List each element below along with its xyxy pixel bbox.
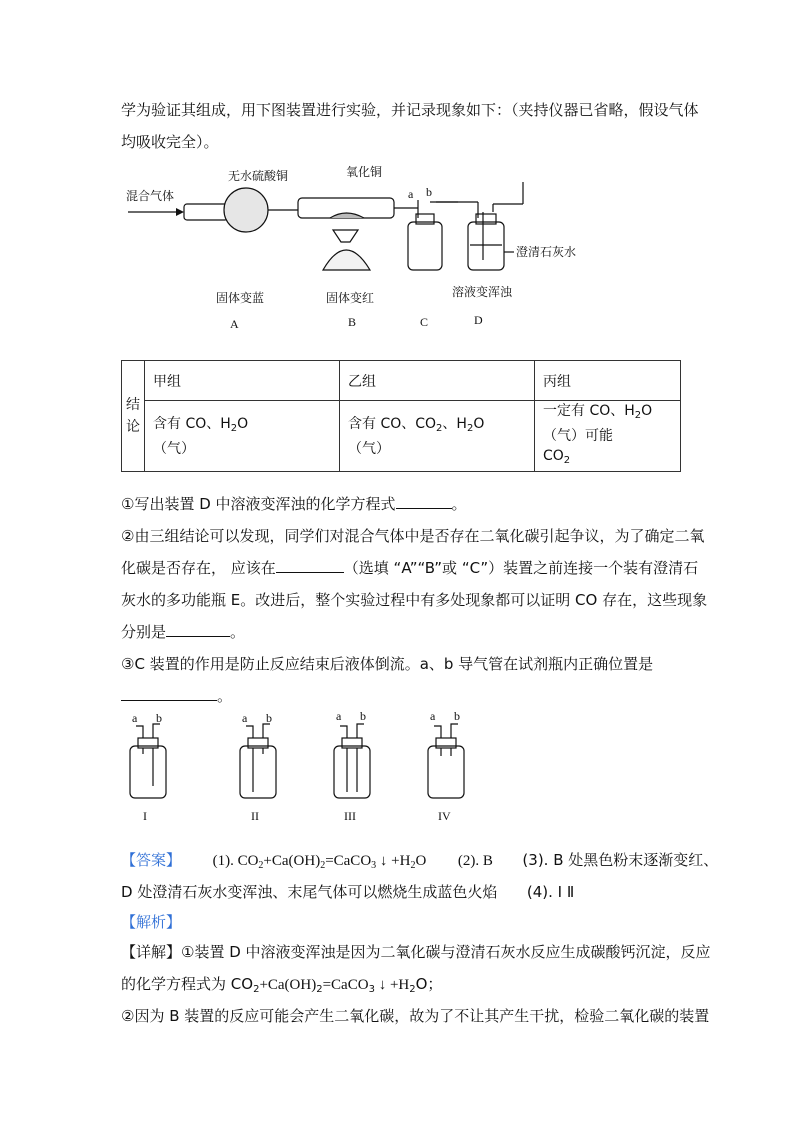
answer-tag: 【答案】 <box>121 851 182 869</box>
analysis-d2b: +Ca(OH) <box>259 977 317 993</box>
bottle-label-2: II <box>251 809 259 823</box>
observation-a: 固体变蓝 <box>216 291 265 305</box>
conclusion-table <box>121 360 681 472</box>
c2-sub2: 2 <box>466 422 474 434</box>
answer-p1: (1). CO <box>212 853 259 869</box>
answer-sub-d: 2 <box>410 860 416 871</box>
q2-blank-2[interactable] <box>166 622 230 637</box>
c3-a: 一定有 CO、H <box>543 403 635 419</box>
bottle-label-3: III <box>344 809 356 823</box>
answer-line-1 <box>121 850 718 876</box>
c1-a: 含有 CO、H <box>153 415 231 432</box>
bottle-1-b: b <box>156 712 162 725</box>
c1-b: O <box>237 415 249 432</box>
c2-b: 、H <box>442 415 467 432</box>
c1-tail: （气） <box>153 440 195 457</box>
group-3-conclusion <box>535 401 681 472</box>
bottle-2-a: a <box>242 712 248 725</box>
intro-line-2: 均吸收完全）。 <box>121 133 219 151</box>
answer-p1e: O <box>415 853 427 869</box>
limewater-label: 澄清石灰水 <box>516 245 577 259</box>
answer-line2-text: D 处澄清石灰水变浑浊、末尾气体可以燃烧生成蓝色火焰 <box>121 883 498 901</box>
analysis-sub-c: 3 <box>368 984 375 995</box>
observation-b: 固体变红 <box>326 291 375 305</box>
apparatus-diagram <box>118 160 588 335</box>
observation-d: 溶液变浑浊 <box>452 285 513 299</box>
c1-sub: 2 <box>230 422 238 434</box>
c3-tail: CO <box>543 448 564 464</box>
q3-end: 。 <box>217 687 233 705</box>
inlet-label: 混合气体 <box>126 189 175 203</box>
analysis-d2a: 的化学方程式为 CO <box>121 975 254 993</box>
cuso4-label: 无水硫酸铜 <box>228 169 289 183</box>
bottle-label-1: I <box>143 809 147 823</box>
question-1 <box>121 494 467 514</box>
analysis-d2e: O； <box>415 975 443 993</box>
q2-l4b: 。 <box>230 623 246 641</box>
row-header-2: 论 <box>126 419 140 435</box>
question-3-answer-line <box>121 686 232 706</box>
cuo-label: 氧化铜 <box>346 165 383 179</box>
caption-b: B <box>348 315 357 329</box>
tube-b-label: b <box>426 185 432 199</box>
analysis-tag: 【解析】 <box>121 913 182 931</box>
q1-text: ①写出装置 D 中溶液变浑浊的化学方程式 <box>121 495 396 513</box>
group-2-header: 乙组 <box>340 361 535 401</box>
answer-p4: (4). Ⅰ Ⅱ <box>526 883 575 901</box>
analysis-sub-b: 2 <box>316 984 323 995</box>
q2-blank-1[interactable] <box>276 558 344 573</box>
bottle-1-a: a <box>132 712 138 725</box>
row-header-1: 结 <box>126 397 140 413</box>
answer-sub-a: 2 <box>258 860 264 871</box>
bottle-2-b: b <box>266 712 272 725</box>
question-2-line-1: ②由三组结论可以发现，同学们对混合气体中是否存在二氧化碳引起争议，为了确定二氧 <box>121 527 705 545</box>
q2-l2b: （选填 “A”“B”或 “C”）装置之前连接一个装有澄清石 <box>343 559 699 577</box>
analysis-sub-a: 2 <box>253 984 260 995</box>
answer-line-2 <box>121 882 574 902</box>
intro-line-1: 学为验证其组成，用下图装置进行实验，并记录现象如下：（夹持仪器已省略，假设气体 <box>121 101 699 119</box>
q3-blank[interactable] <box>121 686 217 701</box>
bottle-4-b: b <box>454 712 460 723</box>
answer-p2: (2). B <box>457 853 493 869</box>
bottle-label-4: IV <box>438 809 451 823</box>
c2-sub1: 2 <box>436 422 443 434</box>
c3-tail-sub: 2 <box>563 455 571 466</box>
caption-c: C <box>420 315 429 329</box>
c3-b: O（气）可能 <box>543 403 653 444</box>
c2-c: O <box>473 415 485 432</box>
question-2-line-3: 灰水的多功能瓶 E。改进后，整个实验过程中有多处现象都可以证明 CO 存在，这些现象 <box>121 591 708 609</box>
analysis-d2c: =CaCO <box>322 977 369 993</box>
bottle-4-a: a <box>430 712 436 723</box>
question-2-line-2 <box>121 558 698 578</box>
question-2-line-4 <box>121 622 245 642</box>
q1-blank[interactable] <box>396 494 452 509</box>
answer-p1c: =CaCO <box>325 853 372 869</box>
analysis-line-2 <box>121 974 442 1000</box>
q2-l4a: 分别是 <box>121 623 167 641</box>
bottle-3-b: b <box>360 712 366 723</box>
caption-a: A <box>230 317 239 331</box>
c3-sub: 2 <box>634 410 642 421</box>
tube-a-label: a <box>408 187 414 201</box>
c2-tail: （气） <box>348 440 390 457</box>
answer-p3: (3). B 处黑色粉末逐渐变红、 <box>522 851 719 869</box>
bottle-3-a: a <box>336 712 342 723</box>
analysis-line-3: ②因为 B 装置的反应可能会产生二氧化碳，故为了不让其产生干扰，检验二氧化碳的装置 <box>121 1007 710 1025</box>
bottle-options-diagram <box>118 712 478 827</box>
row-header <box>122 361 145 472</box>
analysis-d2d: ↓ +H <box>374 977 410 993</box>
c2-a: 含有 CO、CO <box>348 415 437 432</box>
group-2-conclusion <box>340 401 535 472</box>
answer-p1b: +Ca(OH) <box>263 853 321 869</box>
answer-sub-b: 2 <box>320 860 326 871</box>
group-3-header: 丙组 <box>535 361 681 401</box>
caption-d: D <box>474 313 483 327</box>
answer-p1d: ↓ +H <box>376 853 411 869</box>
q1-end: 。 <box>451 495 467 513</box>
answer-sub-c: 3 <box>371 860 377 871</box>
q2-l2a: 化碳是否存在， 应该在 <box>121 559 276 577</box>
analysis-line-1: 【详解】①装置 D 中溶液变浑浊是因为二氧化碳与澄清石灰水反应生成碳酸钙沉淀，反应 <box>121 943 711 961</box>
group-1-conclusion <box>145 401 340 472</box>
analysis-sub-d: 2 <box>409 984 416 995</box>
group-1-header: 甲组 <box>145 361 340 401</box>
question-3: ③C 装置的作用是防止反应结束后液体倒流。a、b 导气管在试剂瓶内正确位置是 <box>121 655 654 673</box>
